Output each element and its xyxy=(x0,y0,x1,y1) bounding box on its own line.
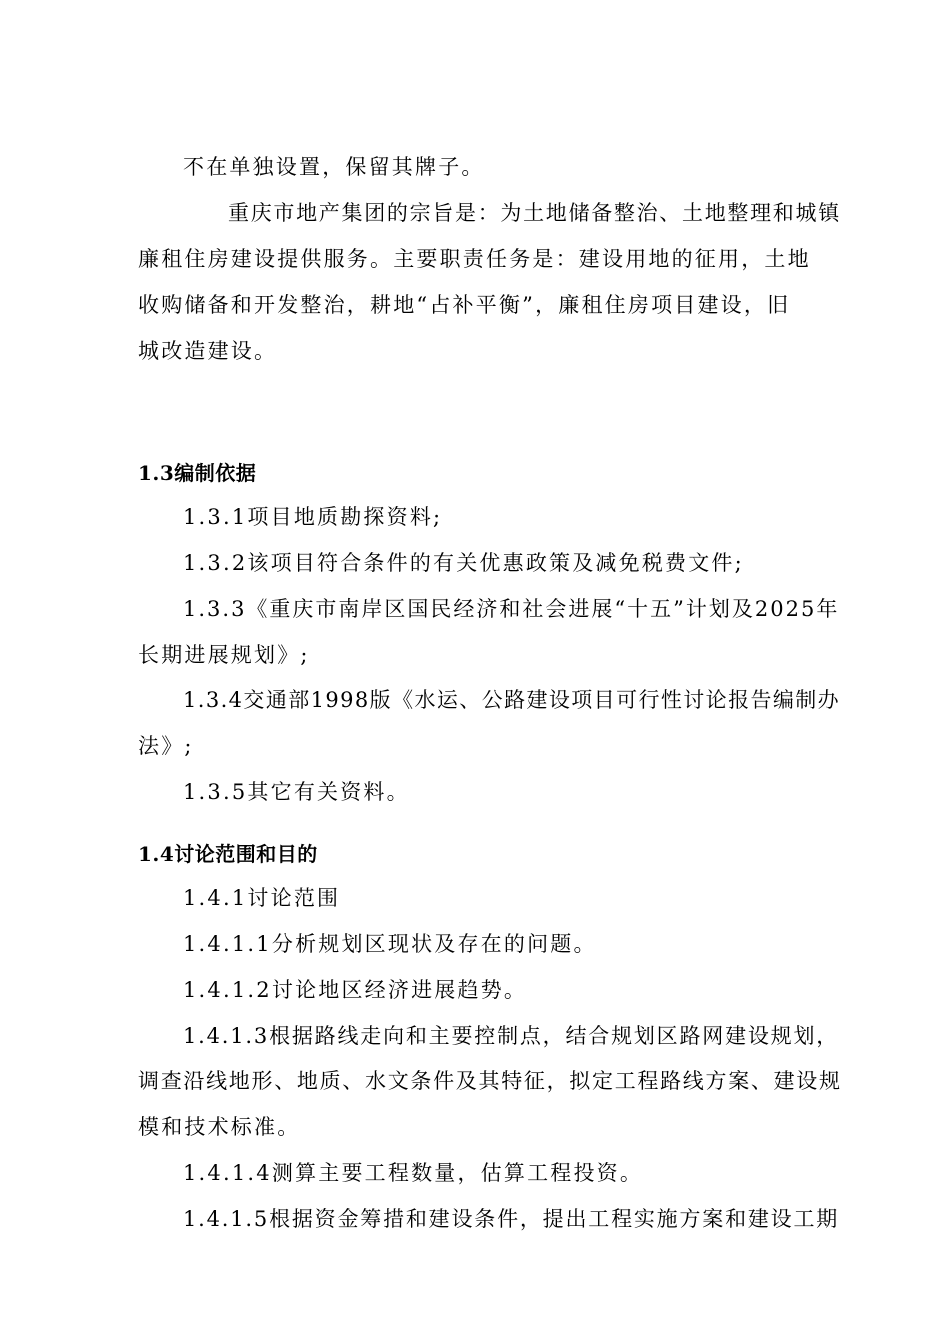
list-item: 1.3.5其它有关资料。 xyxy=(183,780,410,804)
list-item-continuation: 长期进展规划》; xyxy=(138,643,310,667)
text-line: 廉租住房建设提供服务。主要职责任务是：建设用地的征用，土地 xyxy=(138,247,811,271)
text-line: 不在单独设置，保留其牌子。 xyxy=(183,155,485,179)
list-item-continuation: 调查沿线地形、地质、水文条件及其特征，拟定工程路线方案、建设规 xyxy=(138,1069,842,1093)
section-heading: 1.3编制依据 xyxy=(138,461,257,485)
list-item: 1.4.1.5根据资金筹措和建设条件，提出工程实施方案和建设工期 xyxy=(183,1207,840,1231)
text-line: 城改造建设。 xyxy=(138,339,278,363)
text-line: 收购储备和开发整治，耕地“占补平衡”，廉租住房项目建设，旧 xyxy=(138,293,791,317)
text-line: 重庆市地产集团的宗旨是：为土地储备整治、土地整理和城镇 xyxy=(228,201,841,225)
list-item: 1.3.2该项目符合条件的有关优惠政策及减免税费文件; xyxy=(183,551,744,575)
list-item: 1.3.4交通部1998版《水运、公路建设项目可行性讨论报告编制办 xyxy=(183,688,841,712)
list-item: 1.4.1.1分析规划区现状及存在的问题。 xyxy=(183,932,597,956)
list-item: 1.4.1讨论范围 xyxy=(183,886,341,910)
list-item: 1.3.1项目地质勘探资料; xyxy=(183,505,443,529)
list-item: 1.4.1.2讨论地区经济进展趋势。 xyxy=(183,978,528,1002)
list-item: 1.4.1.3根据路线走向和主要控制点，结合规划区路网建设规划， xyxy=(183,1024,840,1048)
section-heading: 1.4讨论范围和目的 xyxy=(138,842,318,866)
list-item: 1.3.3《重庆市南岸区国民经济和社会进展“十五”计划及2025年 xyxy=(183,597,840,621)
list-item-continuation: 法》; xyxy=(138,734,194,758)
list-item: 1.4.1.4测算主要工程数量，估算工程投资。 xyxy=(183,1161,644,1185)
list-item-continuation: 模和技术标准。 xyxy=(138,1115,301,1139)
